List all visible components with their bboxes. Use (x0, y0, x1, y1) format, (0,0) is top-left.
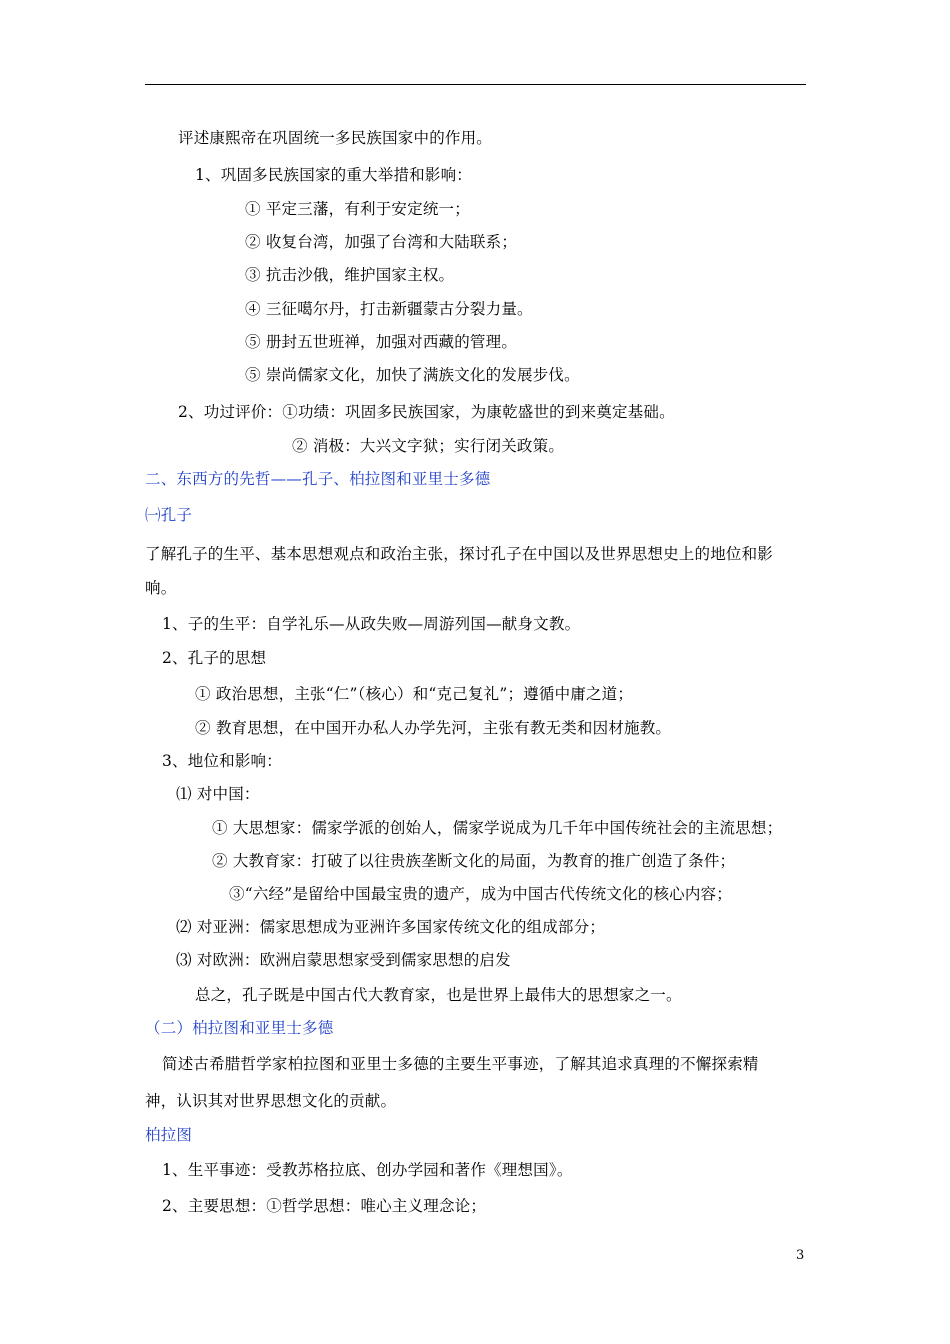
list-item: ⑴ 对中国： (176, 785, 260, 803)
list-item: ① 政治思想，主张“仁”（核心）和“克己复礼”；遵循中庸之道； (195, 685, 634, 703)
evaluation-line: ② 消极：大兴文字狱；实行闭关政策。 (292, 437, 565, 455)
list-item: ① 大思想家：儒家学派的创始人，儒家学说成为几千年中国传统社会的主流思想； (212, 819, 783, 837)
subsection-title: （二）柏拉图和亚里士多德 (145, 1019, 334, 1037)
subsection-title: 柏拉图 (145, 1126, 193, 1144)
list-item: ① 平定三藩，有利于安定统一； (245, 200, 470, 218)
list-item: ⑶ 对欧洲：欧洲启蒙思想家受到儒家思想的启发 (176, 951, 511, 969)
subsection-title: ㈠孔子 (145, 506, 193, 524)
list-item: 3、地位和影响： (162, 752, 282, 770)
paragraph-line: 了解孔子的生平、基本思想观点和政治主张，探讨孔子在中国以及世界思想史上的地位和影 (145, 545, 774, 563)
list-item: 1、子的生平：自学礼乐—从政失败—周游列国—献身文教。 (162, 615, 581, 633)
list-item: ② 收复台湾，加强了台湾和大陆联系； (245, 233, 518, 251)
list-item: 2、孔子的思想 (162, 649, 267, 667)
list-item: ⑤ 册封五世班禅，加强对西藏的管理。 (245, 333, 518, 351)
list-item: 1、生平事迹：受教苏格拉底、创办学园和著作《理想国》。 (162, 1161, 573, 1179)
summary-line: 总之，孔子既是中国古代大教育家，也是世界上最伟大的思想家之一。 (195, 986, 682, 1004)
section-title: 二、东西方的先哲——孔子、柏拉图和亚里士多德 (145, 470, 491, 488)
evaluation-line: 2、功过评价：①功绩：巩固多民族国家，为康乾盛世的到来奠定基础。 (178, 403, 675, 421)
list-item: 2、主要思想：①哲学思想：唯心主义理念论； (162, 1197, 487, 1215)
section-heading: 1、巩固多民族国家的重大举措和影响： (195, 166, 472, 184)
list-item: ⑤ 崇尚儒家文化，加快了满族文化的发展步伐。 (245, 366, 580, 384)
intro-line: 评述康熙帝在巩固统一多民族国家中的作用。 (178, 129, 493, 147)
list-item: ② 教育思想，在中国开办私人办学先河，主张有教无类和因材施教。 (195, 719, 672, 737)
list-item: ③“六经”是留给中国最宝贵的遗产，成为中国古代传统文化的核心内容； (229, 885, 732, 903)
header-rule (145, 84, 806, 85)
paragraph-line: 神，认识其对世界思想文化的贡献。 (145, 1092, 397, 1110)
paragraph-line: 简述古希腊哲学家柏拉图和亚里士多德的主要生平事迹，了解其追求真理的不懈探索精 (162, 1055, 759, 1073)
list-item: ④ 三征噶尔丹，打击新疆蒙古分裂力量。 (245, 300, 533, 318)
list-item: ② 大教育家：打破了以往贵族垄断文化的局面，为教育的推广创造了条件； (212, 852, 736, 870)
page-number: 3 (796, 1248, 805, 1263)
paragraph-line: 响。 (145, 579, 177, 597)
list-item: ⑵ 对亚洲：儒家思想成为亚洲许多国家传统文化的组成部分； (176, 918, 606, 936)
list-item: ③ 抗击沙俄，维护国家主权。 (245, 266, 455, 284)
